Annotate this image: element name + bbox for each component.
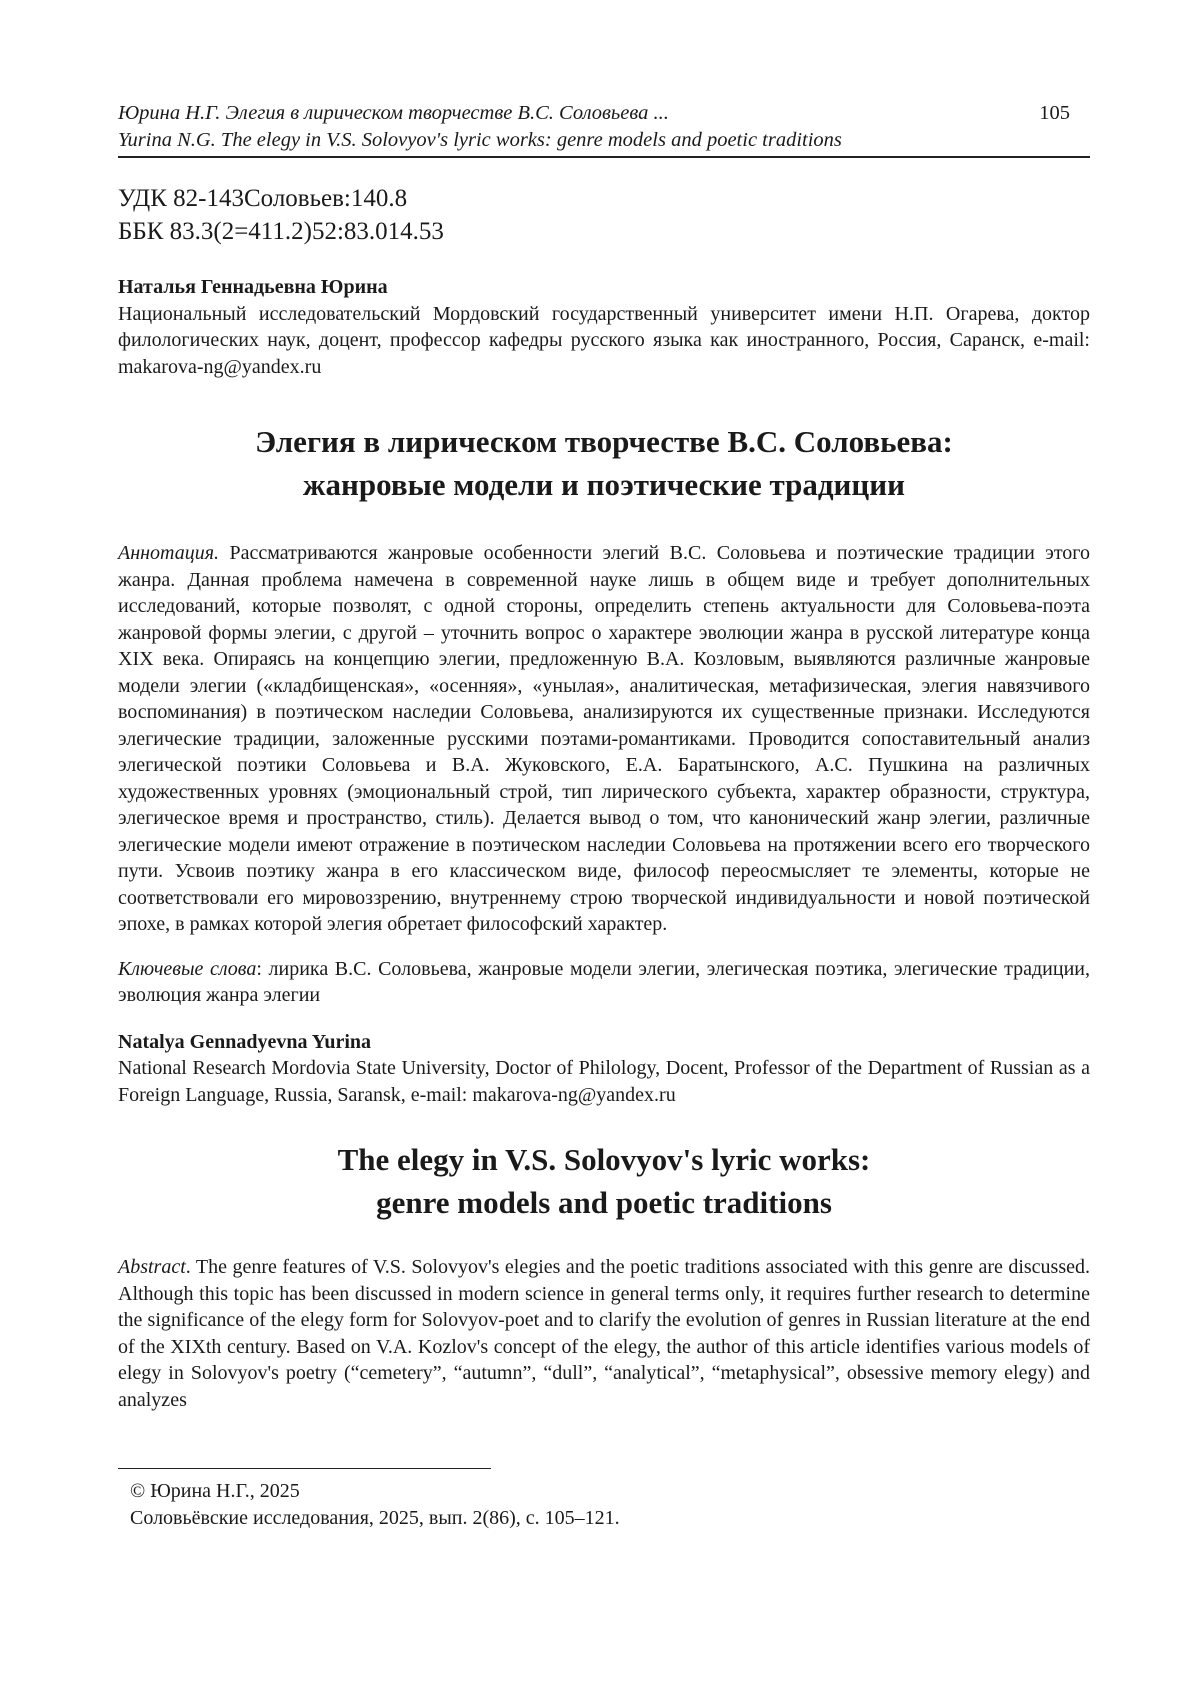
title-ru-line-2: жанровые модели и поэтические традиции (303, 467, 905, 502)
abstract-ru-label: Аннотация. (118, 542, 220, 564)
abstract-en-text: . The genre features of V.S. Solovyov's elegies and the poetic traditions associated with this genre are discussed. Although this topic has been discussed in modern science in general terms only, it requires further research to determine the significance of the elegy form for Solovyov-poet and to clarify the evolution of genres in Russian literature at the end of the XIXth century. Based on V.A. Kozlov's concept of the elegy, the author of this article identifies various models of elegy in Solovyov's poetry (“cemetery”, “autumn”, “dull”, “analytical”, “metaphysical”, obsessive memory elegy) and analyzes (118, 1256, 1090, 1411)
abstract-ru-text: Рассматриваются жанровые особенности элегий В.С. Соловьева и поэтические традиции этого жанра. Данная проблема намечена в современной науке лишь в общем виде и требует дополнительных исследований, которые позволят, с одной стороны, определить степень актуальности для Соловьева-поэта жанровой формы элегии, с другой – уточнить вопрос о характере эволюции жанра в русской литературе конца XIX века. Опираясь на концепцию элегии, предложенную В.А. Козловым, выявляются различные жанровые модели элегии («кладбищенская», «осенняя», «унылая», аналитическая, метафизическая, элегия навязчивого воспоминания) в поэтическом наследии Соловьева, анализируются их существенные признаки. Исследуются элегические традиции, заложенные русскими поэтами-романтиками. Проводится сопоставительный анализ элегической поэтики Соловьева и В.А. Жуковского, Е.А. Баратынского, А.С. Пушкина на различных художественных уровнях (эмоциональный строй, тип лирического субъекта, характер образности, структура, элегическое время и пространство, стиль). Делается вывод о том, что канонический жанр элегии, различные элегические модели имеют отражение в поэтическом наследии Соловьева на протяжении всего его творческого пути. Усвоив поэтику жанра в его классическом виде, философ переосмысляет те элементы, которые не соответствовали его мировоззрению, внутреннему строю творческой индивидуальности и новой поэтической эпохе, в рамках которой элегия обретает философский характер. (118, 542, 1091, 935)
author-name-ru: Наталья Геннадьевна Юрина (118, 276, 388, 298)
udc-code: УДК 82-143Соловьев:140.8 (118, 185, 408, 212)
footnote (130, 1478, 620, 1532)
abstract-en (118, 1254, 1090, 1413)
author-affiliation-ru: Национальный исследовательский Мордовский государственный университет имени Н.П. Огарева, доктор филологических наук, доцент, профессор кафедры русского языка как иностранного, Россия, Саранск, e-mail: makarova-ng@yandex.ru (118, 302, 1090, 378)
footnote-rule (118, 1468, 491, 1469)
running-head-ru: Юрина Н.Г. Элегия в лирическом творчестве В.С. Соловьева ... (118, 102, 669, 124)
article-title-ru (118, 420, 1090, 506)
running-head-en: Yurina N.G. The elegy in V.S. Solovyov's lyric works: genre models and poetic traditions (118, 129, 842, 151)
keywords-ru (118, 956, 1090, 1009)
footnote-copyright: © Юрина Н.Г., 2025 (130, 1480, 300, 1502)
title-ru-line-1: Элегия в лирическом творчестве В.С. Соловьева: (255, 424, 953, 459)
keywords-ru-text: : лирика В.С. Соловьева, жанровые модели элегии, элегическая поэтика, элегические традиции, эволюция жанра элегии (118, 957, 1090, 1006)
running-head (118, 100, 1090, 158)
article-title-en (118, 1138, 1090, 1224)
classification-codes (118, 182, 1090, 248)
author-block-ru (118, 274, 1090, 380)
page (118, 100, 1090, 1413)
keywords-ru-label: Ключевые слова (118, 957, 257, 980)
author-affiliation-en: National Research Mordovia State University, Doctor of Philology, Docent, Professor of the Department of Russian as a Foreign Language, Russia, Saransk, e-mail: makarova-ng@yandex.ru (118, 1057, 1090, 1106)
author-block-en (118, 1029, 1090, 1109)
author-name-en: Natalya Gennadyevna Yurina (118, 1030, 372, 1053)
abstract-en-label: Abstract (118, 1256, 186, 1278)
title-en-line-2: genre models and poetic traditions (376, 1185, 832, 1220)
footnote-citation: Соловьёвские исследования, 2025, вып. 2(86), с. 105–121. (130, 1507, 620, 1529)
title-en-line-1: The elegy in V.S. Solovyov's lyric works: (337, 1142, 871, 1177)
abstract-ru (118, 540, 1090, 938)
bbk-code: ББК 83.3(2=411.2)52:83.014.53 (118, 218, 444, 245)
page-number: 105 (1039, 102, 1070, 124)
